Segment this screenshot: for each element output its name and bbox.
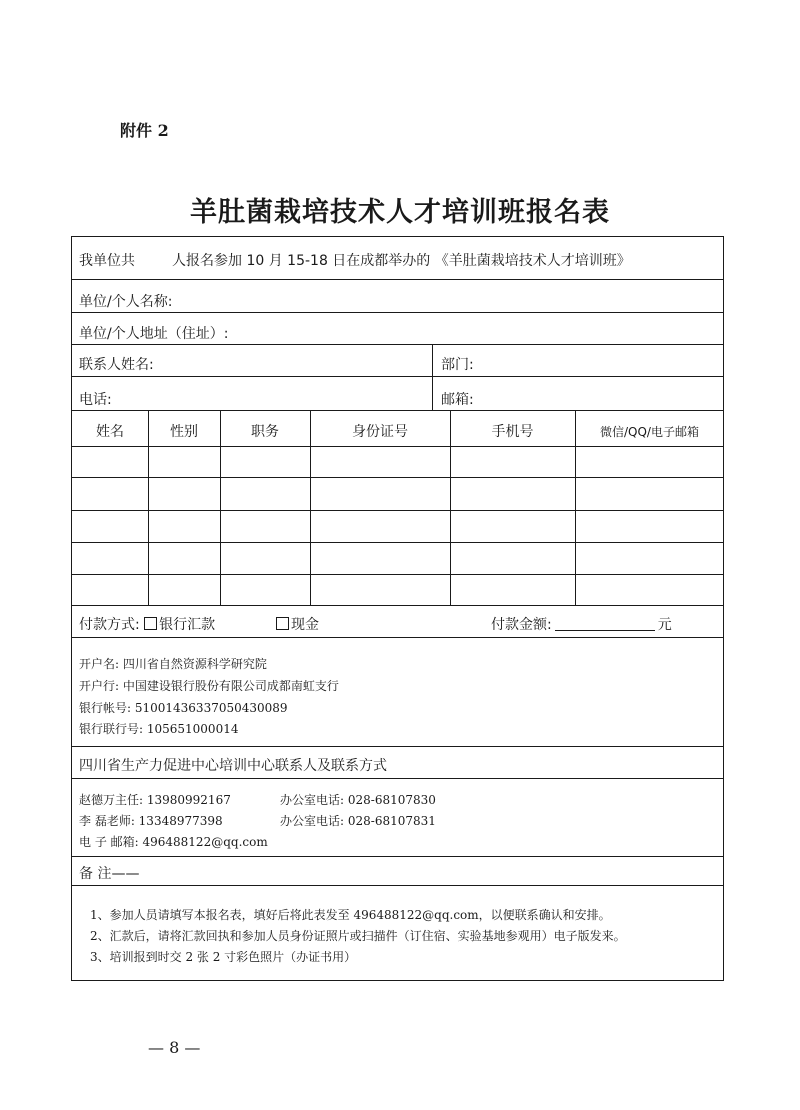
checkbox-cash[interactable]: [276, 617, 289, 630]
header-name: 姓名: [96, 424, 124, 440]
note-1: 1、参加人员请填写本报名表，填好后将此表发至 496488122@qq.com，以便联系确认和安排。: [90, 908, 611, 922]
contact-name-label: 联系人姓名:: [79, 357, 154, 373]
phone-label: 电话:: [79, 392, 112, 408]
col-divider: [432, 344, 433, 410]
intro-prefix: 我单位共: [79, 253, 135, 269]
contact-email: 电 子 邮箱: 496488122@qq.com: [79, 835, 268, 849]
amount-field[interactable]: [555, 616, 655, 631]
department-label: 部门:: [441, 357, 474, 373]
row-divider: [72, 885, 723, 886]
contact-zhao-office: 办公室电话: 028-68107830: [280, 793, 436, 807]
amount-unit: 元: [657, 617, 672, 633]
row-divider: [72, 574, 723, 575]
contact-li-office: 办公室电话: 028-68107831: [280, 814, 436, 828]
unit-name-label: 单位/个人名称:: [79, 294, 173, 310]
registration-form: [71, 236, 724, 981]
header-mobile: 手机号: [491, 424, 534, 440]
center-contact-title: 四川省生产力促进中心培训中心联系人及联系方式: [79, 758, 387, 774]
contact-li: 李 磊老师: 13348977398: [79, 814, 223, 828]
row-divider: [72, 510, 723, 511]
checkbox-bank-transfer[interactable]: [144, 617, 157, 630]
note-2: 2、汇款后，请将汇款回执和参加人员身份证照片或扫描件（订住宿、实验基地参观用）电子版发来。: [90, 929, 626, 943]
email-label: 邮箱:: [441, 392, 474, 408]
header-contact: 微信/QQ/电子邮箱: [600, 425, 699, 439]
row-divider: [72, 605, 723, 606]
option-cash: 现金: [291, 617, 319, 633]
bank-account-name: 开户名: 四川省自然资源科学研究院: [79, 657, 267, 671]
payment-row: [79, 614, 215, 634]
row-divider: [72, 312, 723, 313]
bank-account-number: 银行帐号: 51001436337050430089: [79, 701, 288, 715]
row-divider: [72, 279, 723, 280]
row-divider: [72, 410, 723, 411]
amount-row: [491, 614, 672, 634]
option-bank-transfer: 银行汇款: [159, 617, 216, 633]
header-position: 职务: [251, 424, 279, 440]
header-gender: 性别: [170, 424, 198, 440]
row-divider: [72, 778, 723, 779]
row-divider: [72, 542, 723, 543]
intro-text: 人报名参加 10 月 15-18 日在成都举办的 《羊肚菌栽培技术人才培训班》: [172, 253, 631, 269]
cash-option: [276, 614, 319, 634]
row-divider: [72, 637, 723, 638]
remarks-label: 备 注——: [79, 866, 140, 882]
row-divider: [72, 446, 723, 447]
attachment-label: 附件 2: [120, 121, 169, 140]
row-divider: [72, 856, 723, 857]
unit-address-label: 单位/个人地址（住址）:: [79, 326, 229, 342]
bank-routing-number: 银行联行号: 105651000014: [79, 722, 239, 736]
row-divider: [72, 477, 723, 478]
header-id-number: 身份证号: [352, 424, 408, 440]
row-divider: [72, 344, 723, 345]
page-number: — 8 —: [148, 1038, 201, 1057]
note-3: 3、培训报到时交 2 张 2 寸彩色照片（办证书用）: [90, 950, 357, 964]
bank-name: 开户行: 中国建设银行股份有限公司成都南虹支行: [79, 679, 339, 693]
payment-method-label: 付款方式:: [79, 617, 140, 633]
form-title: 羊肚菌栽培技术人才培训班报名表: [190, 197, 610, 228]
amount-label: 付款金额:: [491, 617, 552, 633]
contact-zhao: 赵德万主任: 13980992167: [79, 793, 231, 807]
row-divider: [72, 376, 723, 377]
row-divider: [72, 746, 723, 747]
